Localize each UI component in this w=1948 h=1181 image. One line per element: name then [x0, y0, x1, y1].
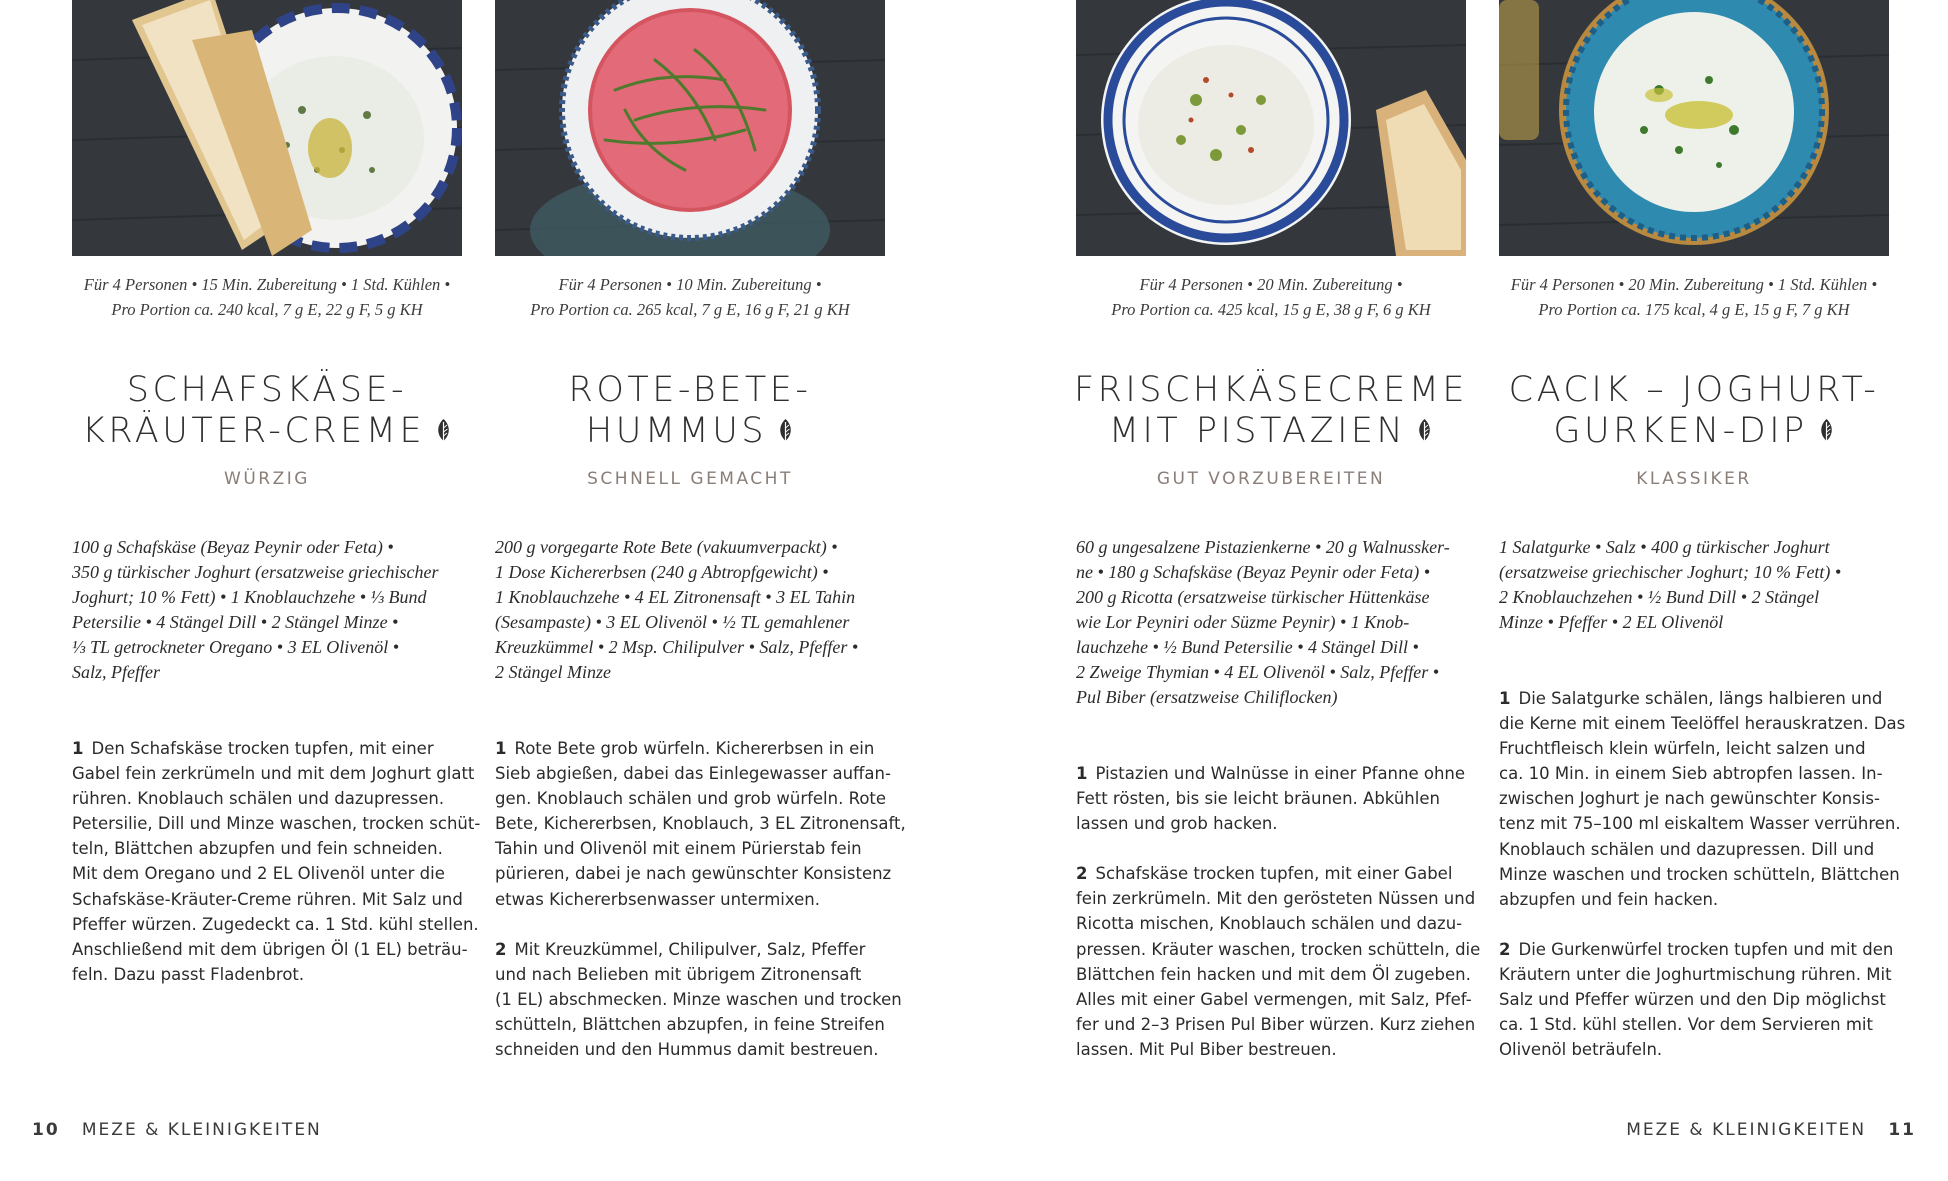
step-line: Rote Bete grob würfeln. Kichererbsen in ein	[514, 739, 875, 758]
ingredient-line: 2 Stängel Minze	[495, 662, 611, 682]
title-line: GURKEN-DIP	[1553, 411, 1808, 451]
step-line: etwas Kichererbsenwasser untermixen.	[495, 889, 820, 909]
step-line: lassen. Mit Pul Biber bestreuen.	[1076, 1039, 1337, 1059]
footer-right	[1626, 1120, 1916, 1140]
title-line: MIT PISTAZIEN	[1108, 411, 1407, 451]
ingredient-line: (ersatzweise griechischer Joghurt; 10 % Fett) •	[1499, 562, 1842, 582]
step-line: schneiden und den Hummus damit bestreuen.	[495, 1040, 879, 1060]
ingredient-line: 1 Knoblauchzehe • 4 EL Zitronensaft • 3 EL Tahin	[495, 587, 856, 607]
recipe-photo-cacik	[1499, 0, 1889, 256]
title-line: KRÄUTER-CREME	[81, 411, 426, 451]
page-number-right: 11	[1888, 1120, 1916, 1140]
step-line: und nach Belieben mit übrigem Zitronensaft	[495, 964, 862, 984]
leaf-icon	[1818, 413, 1835, 439]
ingredients-list	[72, 535, 482, 685]
meta-line: Für 4 Personen • 20 Min. Zubereitung •	[1139, 275, 1403, 294]
step-line: ca. 1 Std. kühl stellen. Vor dem Servieren mit	[1499, 1015, 1873, 1035]
recipe-meta	[1469, 272, 1919, 322]
step-line: teln, Blättchen abzupfen und fein schneiden.	[72, 839, 443, 859]
ingredients-list	[1499, 535, 1909, 635]
step-line: gen. Knoblauch schälen und grob würfeln. Rote	[495, 789, 887, 809]
step-line: Den Schafskäse trocken tupfen, mit einer	[91, 739, 434, 758]
ingredient-line: Salz, Pfeffer	[72, 662, 160, 682]
footer-left	[32, 1120, 322, 1140]
meta-line: Für 4 Personen • 10 Min. Zubereitung •	[558, 275, 822, 294]
leaf-icon	[1416, 413, 1433, 439]
ingredient-line: 60 g ungesalzene Pistazienkerne • 20 g Walnussker-	[1076, 537, 1450, 557]
step-line: tenz mit 75–100 ml eiskaltem Wasser verrühren.	[1499, 814, 1901, 834]
step-line: Fruchtfleisch klein würfeln, leicht salzen und	[1499, 739, 1866, 759]
recipe-title	[1479, 370, 1909, 452]
section-title-right: MEZE & KLEINIGKEITEN	[1626, 1120, 1867, 1140]
step-line: pürieren, dabei je nach gewünschter Konsistenz	[495, 864, 892, 884]
step-line: Tahin und Olivenöl mit einem Pürierstab fein	[495, 839, 862, 859]
step-line: (1 EL) abschmecken. Minze waschen und trocken	[495, 989, 902, 1009]
leaf-icon	[777, 413, 794, 439]
ingredient-line: Minze • Pfeffer • 2 EL Olivenöl	[1499, 612, 1724, 632]
step-line: ca. 10 Min. in einem Sieb abtropfen lassen. In-	[1499, 764, 1883, 784]
step-line: Ricotta mischen, Knoblauch schälen und dazu-	[1076, 914, 1463, 934]
ingredient-line: 350 g türkischer Joghurt (ersatzweise griechischer	[72, 562, 439, 582]
step-number: 1	[72, 739, 84, 758]
step-line: Bete, Kichererbsen, Knoblauch, 3 EL Zitronensaft,	[495, 814, 906, 834]
ingredient-line: 1 Dose Kichererbsen (240 g Abtropfgewicht) •	[495, 562, 829, 582]
recipe-meta	[465, 272, 915, 322]
ingredients-list	[495, 535, 905, 685]
ingredients-list	[1076, 535, 1486, 710]
steps-section	[495, 736, 905, 1062]
recipe-title	[52, 370, 482, 452]
step-number: 2	[1076, 864, 1088, 884]
recipe-photo-frischkaese	[1076, 0, 1466, 256]
step-line: Mit dem Oregano und 2 EL Olivenöl unter die	[72, 864, 445, 884]
title-line: HUMMUS	[585, 411, 768, 451]
ingredient-line: lauchzehe • ½ Bund Petersilie • 4 Stängel Dill •	[1076, 637, 1419, 657]
step-line: Sieb abgießen, dabei das Einlegewasser auffan-	[495, 764, 891, 784]
ingredient-line: Kreuzkümmel • 2 Msp. Chilipulver • Salz, Pfeffer •	[495, 637, 859, 657]
step-number: 1	[1499, 689, 1511, 708]
step-line: Olivenöl beträufeln.	[1499, 1040, 1663, 1060]
ingredient-line: 2 Knoblauchzehen • ½ Bund Dill • 2 Stängel	[1499, 587, 1820, 607]
leaf-icon	[435, 413, 452, 439]
step-line: Schafskäse-Kräuter-Creme rühren. Mit Salz und	[72, 889, 463, 909]
ingredient-line: (Sesampaste) • 3 EL Olivenöl • ½ TL gemahlener	[495, 612, 850, 632]
meta-line: Pro Portion ca. 425 kcal, 15 g E, 38 g F, 6 g KH	[1111, 300, 1431, 319]
recipe-subtitle: KLASSIKER	[1636, 469, 1752, 489]
title-line: SCHAFSKÄSE-	[126, 370, 408, 410]
step-number: 1	[495, 739, 507, 758]
step-line: abzupfen und fein hacken.	[1499, 889, 1719, 909]
step-line: Schafskäse trocken tupfen, mit einer Gabel	[1095, 864, 1453, 884]
step-line: fer und 2–3 Prisen Pul Biber würzen. Kurz ziehen	[1076, 1014, 1476, 1034]
ingredient-line: 200 g vorgegarte Rote Bete (vakuumverpackt) •	[495, 537, 838, 557]
recipe-photo-schafskaese	[72, 0, 462, 256]
ingredient-line: Pul Biber (ersatzweise Chiliflocken)	[1076, 687, 1338, 707]
page-number-left: 10	[32, 1120, 60, 1140]
title-line: FRISCHKÄSECREME	[1073, 370, 1469, 410]
step-line: Petersilie, Dill und Minze waschen, trocken schüt-	[72, 814, 481, 834]
meta-line: Für 4 Personen • 15 Min. Zubereitung • 1 Std. Kühlen •	[83, 275, 451, 294]
ingredient-line: 1 Salatgurke • Salz • 400 g türkischer Joghurt	[1499, 537, 1830, 557]
meta-line: Pro Portion ca. 175 kcal, 4 g E, 15 g F, 7 g KH	[1538, 300, 1850, 319]
step-line: Anschließend mit dem übrigen Öl (1 EL) beträu-	[72, 939, 468, 959]
title-line: ROTE-BETE-	[568, 370, 812, 410]
recipe-title	[1056, 370, 1486, 452]
ingredient-line: 100 g Schafskäse (Beyaz Peynir oder Feta) •	[72, 537, 394, 557]
step-line: Pistazien und Walnüsse in einer Pfanne ohne	[1095, 764, 1466, 783]
step-line: schütteln, Blättchen abzupfen, in feine Streifen	[495, 1014, 885, 1034]
step-line: pressen. Kräuter waschen, trocken schütteln, die	[1076, 939, 1481, 959]
step-line: feln. Dazu passt Fladenbrot.	[72, 964, 305, 984]
ingredient-line: wie Lor Peyniri oder Süzme Peynir) • 1 Knob-	[1076, 612, 1410, 632]
step-line: Salz und Pfeffer würzen und den Dip möglichst	[1499, 990, 1886, 1010]
ingredient-line: ⅓ TL getrockneter Oregano • 3 EL Olivenöl •	[72, 637, 400, 657]
step-line: Alles mit einer Gabel vermengen, mit Salz, Pfef-	[1076, 989, 1472, 1009]
ingredient-line: Petersilie • 4 Stängel Dill • 2 Stängel Minze •	[72, 612, 399, 632]
step-line: Die Salatgurke schälen, längs halbieren und	[1518, 689, 1883, 708]
step-line: die Kerne mit einem Teelöffel herauskratzen. Das	[1499, 714, 1906, 734]
recipe-title	[475, 370, 905, 452]
step-line: Knoblauch schälen und dazupressen. Dill und	[1499, 839, 1875, 859]
meta-line: Pro Portion ca. 240 kcal, 7 g E, 22 g F, 5 g KH	[111, 300, 423, 319]
meta-line: Für 4 Personen • 20 Min. Zubereitung • 1 Std. Kühlen •	[1510, 275, 1878, 294]
section-title-left: MEZE & KLEINIGKEITEN	[81, 1120, 322, 1140]
step-number: 1	[1076, 764, 1088, 783]
step-line: lassen und grob hacken.	[1076, 814, 1278, 834]
step-line: Fett rösten, bis sie leicht bräunen. Abkühlen	[1076, 789, 1440, 809]
recipe-subtitle: GUT VORZUBEREITEN	[1156, 469, 1386, 489]
recipe-photo-rote-bete	[495, 0, 885, 256]
ingredient-line: Joghurt; 10 % Fett) • 1 Knoblauchzehe • ⅓ Bund	[72, 587, 427, 607]
recipe-meta	[42, 272, 492, 322]
step-line: Minze waschen und trocken schütteln, Blättchen	[1499, 864, 1900, 884]
meta-line: Pro Portion ca. 265 kcal, 7 g E, 16 g F, 21 g KH	[530, 300, 850, 319]
ingredient-line: 200 g Ricotta (ersatzweise türkischer Hüttenkäse	[1076, 587, 1430, 607]
steps-section	[1499, 686, 1909, 1062]
step-line: zwischen Joghurt je nach gewünschter Konsis-	[1499, 789, 1880, 809]
recipe-subtitle: WÜRZIG	[224, 469, 310, 489]
step-number: 2	[1499, 939, 1511, 959]
step-line: Kräutern unter die Joghurtmischung rühren. Mit	[1499, 964, 1892, 984]
step-line: rühren. Knoblauch schälen und dazupressen.	[72, 789, 445, 809]
step-line: Die Gurkenwürfel trocken tupfen und mit den	[1518, 939, 1894, 959]
recipe-meta	[1046, 272, 1496, 322]
recipe-subtitle: SCHNELL GEMACHT	[587, 469, 793, 489]
steps-section	[72, 736, 482, 987]
step-line: Blättchen fein hacken und mit dem Öl zugeben.	[1076, 964, 1471, 984]
title-line: CACIK – JOGHURT-	[1508, 370, 1880, 410]
step-line: fein zerkrümeln. Mit den gerösteten Nüssen und	[1076, 889, 1476, 909]
ingredient-line: 2 Zweige Thymian • 4 EL Olivenöl • Salz, Pfeffer •	[1076, 662, 1440, 682]
step-line: Pfeffer würzen. Zugedeckt ca. 1 Std. kühl stellen.	[72, 914, 479, 934]
ingredient-line: ne • 180 g Schafskäse (Beyaz Peynir oder Feta) •	[1076, 562, 1430, 582]
step-number: 2	[495, 939, 507, 959]
steps-section	[1076, 761, 1486, 1062]
step-line: Gabel fein zerkrümeln und mit dem Joghurt glatt	[72, 764, 475, 784]
step-line: Mit Kreuzkümmel, Chilipulver, Salz, Pfeffer	[514, 939, 866, 959]
